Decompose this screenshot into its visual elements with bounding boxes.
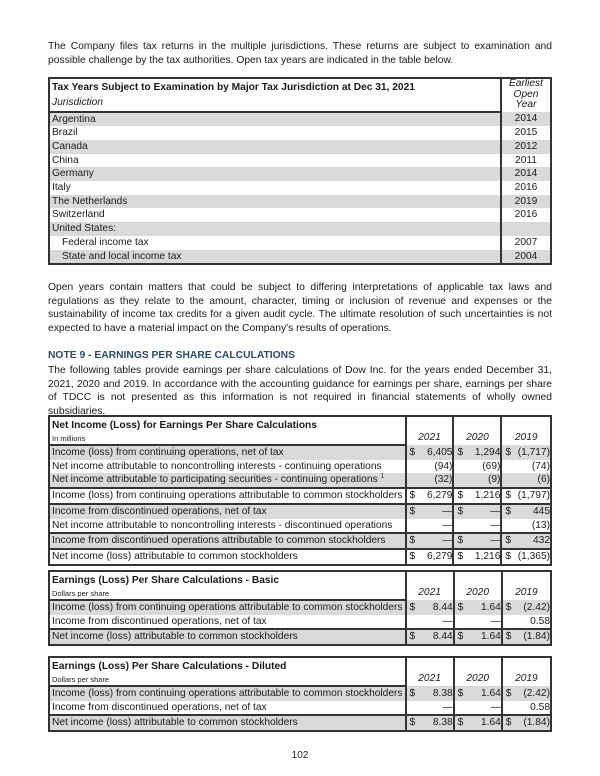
table-row — [49, 236, 551, 250]
note-heading: NOTE 9 - EARNINGS PER SHARE CALCULATIONS — [48, 350, 295, 361]
currency-symbol: $ — [501, 488, 512, 504]
currency-symbol — [502, 615, 514, 630]
jurisdiction-cell: Switzerland — [52, 209, 105, 221]
value-2020: — — [490, 701, 501, 713]
value-2019: 0.58 — [530, 615, 550, 627]
value-2019: (2.42) — [513, 600, 551, 615]
table-row — [49, 154, 551, 168]
row-label: Income (loss) from continuing operations attributable to common stockholders — [49, 488, 406, 504]
value-2020: 1,216 — [465, 549, 502, 565]
units-label: Dollars per share — [49, 674, 406, 686]
currency-symbol — [406, 701, 418, 716]
row-label: Income from discontinued operations, net of tax — [49, 504, 406, 519]
currency-symbol: $ — [406, 600, 418, 615]
value-2021: — — [442, 701, 453, 713]
row-label: Income (loss) from continuing operations attributable to common stockholders — [49, 600, 406, 615]
year-header-line-3: Year — [515, 99, 537, 110]
row-label: Income (loss) from continuing operations, net of tax — [49, 445, 406, 460]
value-2021: — — [417, 504, 454, 519]
table-row — [49, 181, 551, 195]
value-2019: (13) — [531, 519, 550, 531]
jurisdiction-cell: United States: — [49, 222, 501, 236]
page-number: 102 — [291, 750, 309, 761]
jurisdiction-header: Jurisdiction — [49, 96, 501, 112]
year-cell: 2016 — [501, 181, 551, 195]
row-label: Net income (loss) attributable to common stockholders — [49, 549, 406, 565]
currency-symbol: $ — [502, 686, 514, 701]
currency-symbol: $ — [406, 488, 417, 504]
table-row — [49, 629, 551, 645]
row-label — [49, 473, 406, 488]
currency-symbol: $ — [453, 445, 464, 460]
currency-symbol: $ — [501, 445, 512, 460]
year-cell: 2007 — [501, 236, 551, 250]
jurisdiction-cell: Federal income tax — [62, 236, 149, 248]
row-label: Net income attributable to noncontrolling interests - discontinued operations — [52, 519, 393, 531]
table-row — [49, 445, 551, 460]
net-income-table — [48, 415, 552, 566]
value-2021: (32) — [417, 473, 454, 488]
table-row — [49, 222, 551, 236]
currency-symbol — [453, 519, 464, 534]
value-2019: (6) — [513, 473, 551, 488]
table-row — [49, 504, 551, 519]
table-title: Earnings (Loss) Per Share Calculations - Basic — [52, 575, 280, 586]
currency-symbol: $ — [501, 533, 512, 549]
intro-paragraph: The Company files tax returns in the multiple jurisdictions. These returns are subject to examination and possible challenge by the tax authorities. Open tax years are indicated in the table below. — [48, 41, 552, 66]
currency-symbol: $ — [406, 715, 418, 731]
table-row — [49, 460, 551, 474]
table-title: Net Income (Loss) for Earnings Per Share Calculations — [52, 420, 317, 431]
value-2020: 1,294 — [465, 445, 502, 460]
value-2019: 0.58 — [530, 701, 550, 713]
year-header-line-2: Open — [513, 88, 539, 100]
value-2019: (1,365) — [513, 549, 551, 565]
value-2021: 6,279 — [417, 488, 454, 504]
note-paragraph: The following tables provide earnings per share calculations of Dow Inc. for the years ended December 31, 2021, 2020 and 2019. In accordance with the accounting guidance for earnings per share, earnings per share of TDCC is not presented as this information is not required in financial statements of wholly owned subsidiaries. — [48, 365, 552, 417]
currency-symbol: $ — [453, 533, 464, 549]
jurisdiction-cell: Germany — [49, 167, 501, 181]
currency-symbol: $ — [406, 445, 417, 460]
value-2019: (1,797) — [513, 488, 551, 504]
currency-symbol: $ — [453, 504, 464, 519]
table-row — [49, 615, 551, 630]
footnote-marker: 1 — [380, 473, 385, 481]
year-header: 2019 — [501, 416, 551, 445]
row-label: Income from discontinued operations, net of tax — [52, 615, 267, 627]
value-2019: 445 — [513, 504, 551, 519]
year-cell: 2019 — [501, 195, 551, 209]
value-2021: 8.44 — [417, 629, 454, 645]
value-2021: — — [442, 615, 453, 627]
table-title: Earnings (Loss) Per Share Calculations - Diluted — [52, 661, 287, 672]
year-header: 2019 — [502, 657, 551, 686]
currency-symbol: $ — [453, 549, 464, 565]
currency-symbol: $ — [406, 533, 417, 549]
currency-symbol — [501, 473, 512, 488]
value-2019: 432 — [513, 533, 551, 549]
jurisdiction-cell: Argentina — [49, 112, 501, 127]
row-label: Income from discontinued operations attributable to common stockholders — [49, 533, 406, 549]
table-row — [49, 488, 551, 504]
currency-symbol: $ — [502, 600, 514, 615]
value-2021: — — [417, 533, 454, 549]
value-2021: 8.38 — [417, 715, 454, 731]
table-title-row — [49, 416, 551, 433]
value-2021: (94) — [434, 460, 453, 472]
table-row — [49, 473, 551, 488]
year-header: 2020 — [453, 416, 501, 445]
table-row — [49, 250, 551, 265]
currency-symbol — [406, 519, 417, 534]
currency-symbol — [453, 460, 464, 474]
tax-table-title: Tax Years Subject to Examination by Major Tax Jurisdiction at Dec 31, 2021 — [49, 78, 501, 96]
diluted-eps-table — [48, 656, 552, 732]
value-2020: — — [490, 519, 501, 531]
currency-symbol — [454, 701, 466, 716]
jurisdiction-cell: Brazil — [52, 127, 78, 139]
currency-symbol — [501, 460, 512, 474]
year-header: 2021 — [406, 416, 454, 445]
currency-symbol: $ — [406, 504, 417, 519]
table-row — [49, 600, 551, 615]
currency-symbol: $ — [454, 629, 466, 645]
value-2020: — — [465, 504, 502, 519]
table-title-row — [49, 657, 551, 674]
tax-table-header-row — [49, 78, 551, 96]
tax-years-table — [48, 77, 552, 265]
value-2021: — — [442, 519, 453, 531]
value-2019: (2.42) — [513, 686, 551, 701]
value-2020: (69) — [482, 460, 501, 472]
table-row — [49, 195, 551, 209]
currency-symbol — [454, 615, 466, 630]
table-title-row — [49, 571, 551, 588]
row-label-text: Net income attributable to participating securities - continuing operations — [52, 474, 378, 486]
year-cell: 2011 — [501, 154, 551, 168]
row-label: Income from discontinued operations, net of tax — [52, 701, 267, 713]
value-2020: 1,216 — [465, 488, 502, 504]
currency-symbol: $ — [454, 600, 466, 615]
year-header: 2020 — [454, 657, 502, 686]
year-cell: 2015 — [501, 126, 551, 140]
units-label: Dollars per share — [49, 588, 406, 600]
jurisdiction-cell: Italy — [52, 182, 71, 194]
table-row — [49, 686, 551, 701]
currency-symbol: $ — [406, 629, 418, 645]
table-row — [49, 126, 551, 140]
basic-eps-table — [48, 570, 552, 646]
currency-symbol: $ — [406, 549, 417, 565]
year-header: 2020 — [454, 571, 502, 600]
value-2020: 1.64 — [465, 600, 502, 615]
row-label: Net income (loss) attributable to common stockholders — [49, 629, 406, 645]
table-row — [49, 533, 551, 549]
value-2021: 6,279 — [417, 549, 454, 565]
table-row — [49, 549, 551, 565]
table-row — [49, 208, 551, 222]
value-2020: 1.64 — [465, 715, 502, 731]
year-header: 2021 — [406, 657, 454, 686]
currency-symbol: $ — [501, 549, 512, 565]
year-cell: 2014 — [501, 112, 551, 127]
tax-table-subheader-row — [49, 96, 551, 112]
value-2021: 8.38 — [417, 686, 454, 701]
row-label: Net income attributable to noncontrolling interests - continuing operations — [52, 460, 382, 472]
table-row — [49, 167, 551, 181]
currency-symbol — [502, 701, 514, 716]
year-cell — [501, 222, 551, 236]
year-cell: 2016 — [501, 208, 551, 222]
value-2019: (74) — [531, 460, 550, 472]
year-cell: 2014 — [501, 167, 551, 181]
currency-symbol: $ — [406, 686, 418, 701]
value-2020: 1.64 — [465, 629, 502, 645]
currency-symbol — [406, 615, 418, 630]
value-2020: — — [490, 615, 501, 627]
currency-symbol — [406, 473, 417, 488]
table-row — [49, 112, 551, 127]
value-2019: (1.84) — [513, 715, 551, 731]
value-2020: — — [465, 533, 502, 549]
value-2020: 1.64 — [465, 686, 502, 701]
currency-symbol: $ — [453, 488, 464, 504]
table-row — [49, 715, 551, 731]
jurisdiction-cell: State and local income tax — [49, 250, 501, 265]
currency-symbol: $ — [501, 504, 512, 519]
value-2021: 6,405 — [417, 445, 454, 460]
row-label: Net income (loss) attributable to common stockholders — [49, 715, 406, 731]
open-years-paragraph: Open years contain matters that could be subject to differing interpretations of applicable tax laws and regulations as they relate to the amount, character, timing or inclusion of revenue and expenses or the sustainability of income tax credits for a given audit cycle. The ultimate resolution of such uncertainties is not expected to have a material impact on the Company's results of operations. — [48, 282, 552, 334]
year-header: 2019 — [502, 571, 551, 600]
currency-symbol — [501, 519, 512, 534]
year-cell: 2012 — [501, 140, 551, 154]
year-header-line-1: Earliest — [509, 78, 543, 89]
currency-symbol — [453, 473, 464, 488]
value-2019: (1.84) — [513, 629, 551, 645]
row-label: Income (loss) from continuing operations attributable to common stockholders — [49, 686, 406, 701]
currency-symbol: $ — [502, 715, 514, 731]
currency-symbol: $ — [502, 629, 514, 645]
value-2021: 8.44 — [417, 600, 454, 615]
value-2019: (1,717) — [513, 445, 551, 460]
currency-symbol — [406, 460, 417, 474]
jurisdiction-cell: China — [52, 154, 79, 166]
units-label: In millions — [49, 433, 406, 445]
table-row — [49, 701, 551, 716]
earliest-open-year-header — [501, 78, 551, 112]
table-row — [49, 519, 551, 534]
year-header: 2021 — [406, 571, 454, 600]
table-row — [49, 140, 551, 154]
currency-symbol: $ — [454, 686, 466, 701]
jurisdiction-cell: The Netherlands — [49, 195, 501, 209]
currency-symbol: $ — [454, 715, 466, 731]
value-2020: (9) — [465, 473, 502, 488]
jurisdiction-cell: Canada — [49, 140, 501, 154]
year-cell: 2004 — [501, 250, 551, 265]
